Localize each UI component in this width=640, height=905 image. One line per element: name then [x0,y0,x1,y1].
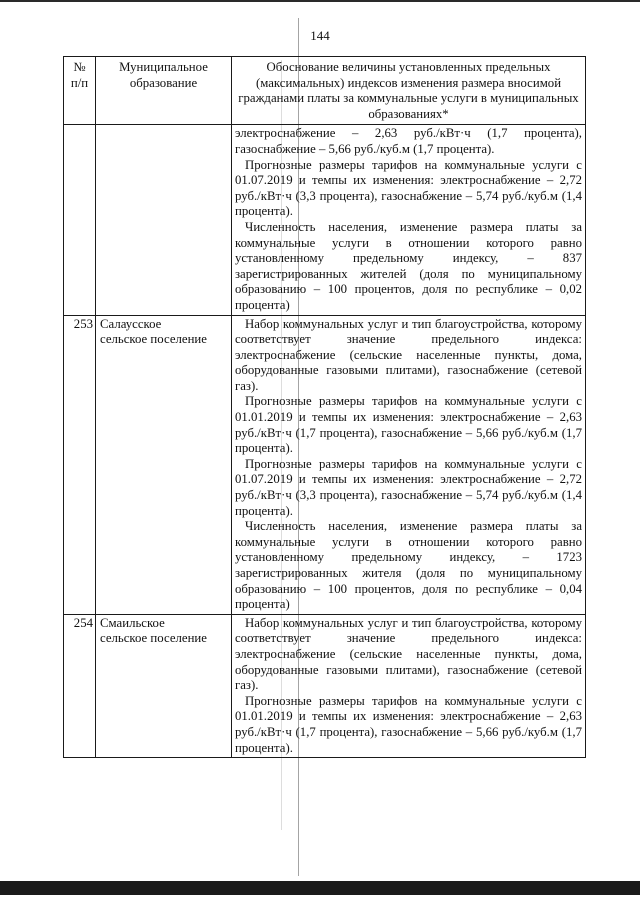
municipality-name [96,614,232,757]
basis-cell [232,315,586,614]
basis-cell [232,614,586,757]
row-number [64,125,96,315]
basis-paragraph: Набор коммунальных услуг и тип благоустройства, которому соответствует значение предельного индекса: электроснабжение (сельские населенные пункты, дома, оборудованные газовыми плитами), газоснабжение (сетевой газ). [235,615,582,693]
scan-bottom-edge [0,881,640,895]
header-municipality [96,57,232,125]
municipality-name-line2: сельское поселение [100,631,207,646]
row-number: 254 [64,614,96,757]
basis-cell [232,125,586,315]
header-number [64,57,96,125]
header-basis: Обоснование величины установленных предельных (максимальных) индексов изменения размера вносимой гражданами платы за коммунальные услуги в муниципальных образованиях* [232,57,586,125]
basis-paragraph: Численность населения, изменение размера платы за коммунальные услуги в отношении которого равно установленному предельному индексу, – 837 зарегистрированных жителей (доля по муниципальному образованию – 100 процентов, доля по республике – 0,02 процента) [235,219,582,312]
page-number: 144 [310,28,330,43]
header-number-line1: № [73,60,86,74]
municipality-name-line2: сельское поселение [100,332,207,347]
basis-paragraph: Прогнозные размеры тарифов на коммунальные услуги с 01.01.2019 и темпы их изменения: электроснабжение – 2,63 руб./кВт·ч (1,7 процента), газоснабжение – 5,66 руб./куб.м (1,7 процента). [235,394,582,456]
municipality-name [96,125,232,315]
scan-top-edge [0,0,640,2]
table-row [64,614,586,757]
row-number: 253 [64,315,96,614]
table-row [64,125,586,315]
basis-paragraph: Прогнозные размеры тарифов на коммунальные услуги с 01.07.2019 и темпы их изменения: электроснабжение – 2,72 руб./кВт·ч (3,3 процента), газоснабжение – 5,74 руб./куб.м (1,4 процента). [235,456,582,518]
header-municipality-line1: Муниципальное [119,60,208,74]
basis-paragraph: электроснабжение – 2,63 руб./кВт·ч (1,7 процента), газоснабжение – 5,66 руб./куб.м (1,7 процента). [235,126,582,156]
basis-paragraph: Набор коммунальных услуг и тип благоустройства, которому соответствует значение предельного индекса: электроснабжение (сельские населенные пункты, дома, оборудованные газовыми плитами), газоснабжение (сетевой газ). [235,316,582,393]
municipality-name-line1: Смаильское [100,615,165,630]
municipality-name-line1: Салаусское [100,316,162,331]
tariff-index-table [63,56,586,758]
table-row [64,315,586,614]
header-number-line2: п/п [70,75,89,90]
basis-paragraph: Прогнозные размеры тарифов на коммунальные услуги с 01.07.2019 и темпы их изменения: электроснабжение – 2,72 руб./кВт·ч (3,3 процента), газоснабжение – 5,74 руб./куб.м (1,4 процента). [235,157,582,219]
basis-paragraph: Численность населения, изменение размера платы за коммунальные услуги в отношении которого равно установленному предельному индексу, – 1723 зарегистрированных жителя (доля по муниципальному образованию – 100 процентов, доля по республике – 0,04 процента) [235,519,582,612]
table-header-row [64,57,586,125]
municipality-name [96,315,232,614]
basis-paragraph: Прогнозные размеры тарифов на коммунальные услуги с 01.01.2019 и темпы их изменения: электроснабжение – 2,63 руб./кВт·ч (1,7 процента), газоснабжение – 5,66 руб./куб.м (1,7 процента). [235,693,582,755]
header-municipality-line2: образование [129,75,198,90]
